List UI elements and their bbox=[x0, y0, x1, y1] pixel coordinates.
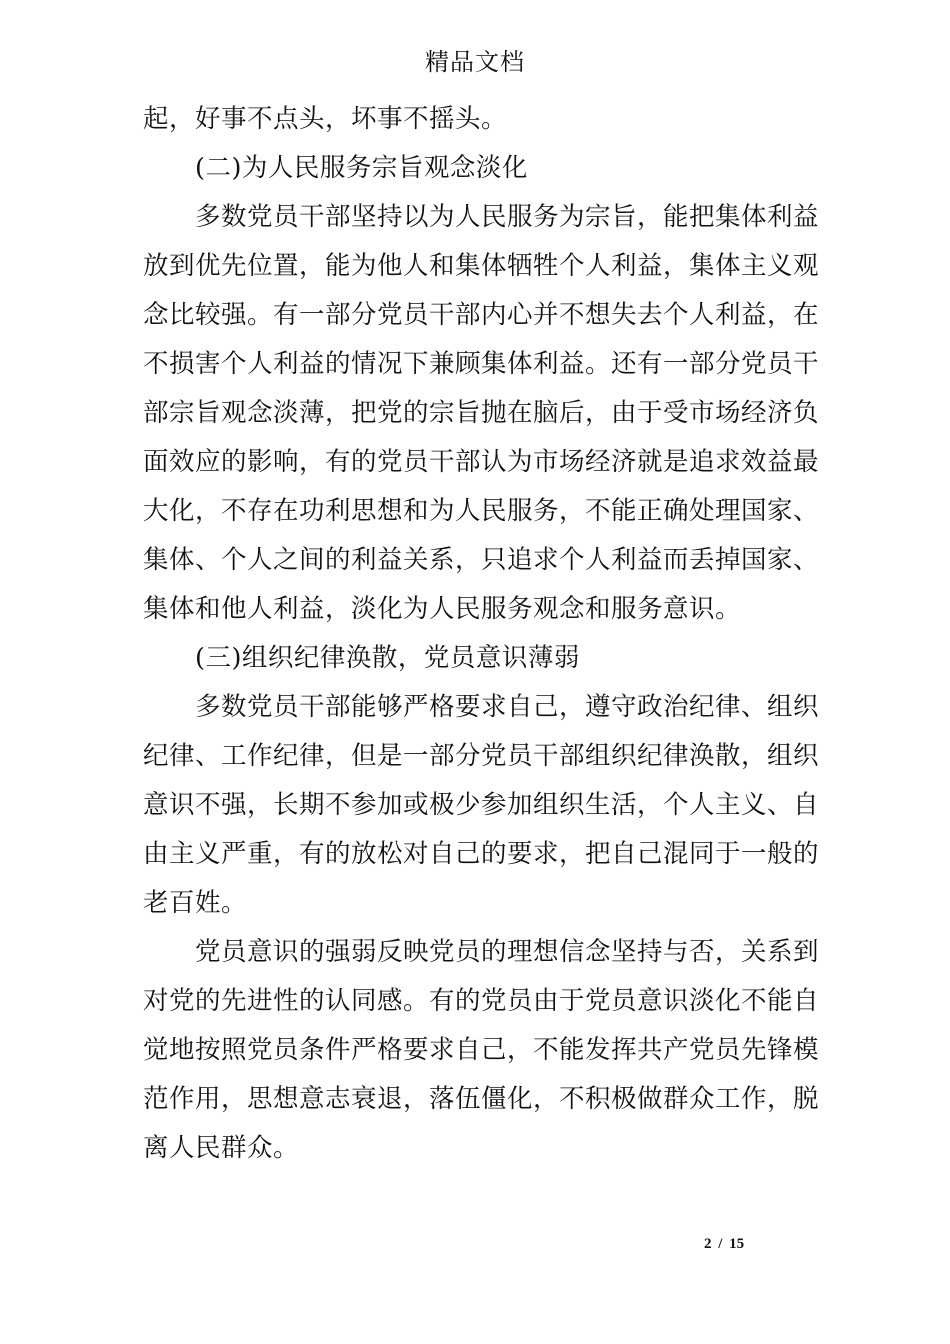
section-heading-3: (三)组织纪律涣散，党员意识薄弱 bbox=[195, 643, 580, 673]
paragraph-line: 多数党员干部坚持以为人民服务为宗旨，能把集体利益 bbox=[195, 202, 820, 232]
paragraph-line: 不损害个人利益的情况下兼顾集体利益。还有一部分党员干 bbox=[143, 349, 820, 379]
paragraph-line: 集体和他人利益，淡化为人民服务观念和服务意识。 bbox=[143, 594, 742, 624]
paragraph-line: 大化，不存在功利思想和为人民服务，不能正确处理国家、 bbox=[143, 496, 820, 526]
paragraph-line: 集体、个人之间的利益关系，只追求个人利益而丢掉国家、 bbox=[143, 545, 820, 575]
paragraph-line: 起，好事不点头，坏事不摇头。 bbox=[143, 104, 508, 134]
paragraph-line: 念比较强。有一部分党员干部内心并不想失去个人利益，在 bbox=[143, 300, 820, 330]
paragraph-line: 多数党员干部能够严格要求自己，遵守政治纪律、组织 bbox=[195, 692, 820, 722]
page-number: 2 / 15 bbox=[704, 1236, 745, 1252]
paragraph-line: 老百姓。 bbox=[143, 888, 248, 918]
paragraph-line: 部宗旨观念淡薄，把党的宗旨抛在脑后，由于受市场经济负 bbox=[143, 398, 820, 428]
paragraph-line: 对党的先进性的认同感。有的党员由于党员意识淡化不能自 bbox=[143, 986, 820, 1016]
paragraph-line: 放到优先位置，能为他人和集体牺牲个人利益，集体主义观 bbox=[143, 251, 820, 281]
paragraph-line: 由主义严重，有的放松对自己的要求，把自己混同于一般的 bbox=[143, 839, 820, 869]
paragraph-line: 纪律、工作纪律，但是一部分党员干部组织纪律涣散，组织 bbox=[143, 741, 820, 771]
paragraph-line: 范作用，思想意志衰退，落伍僵化，不积极做群众工作，脱 bbox=[143, 1084, 820, 1114]
paragraph-line: 面效应的影响，有的党员干部认为市场经济就是追求效益最 bbox=[143, 447, 820, 477]
document-body bbox=[143, 100, 820, 1178]
page-header-title: 精品文档 bbox=[425, 48, 525, 76]
paragraph-line: 觉地按照党员条件严格要求自己，不能发挥共产党员先锋模 bbox=[143, 1035, 820, 1065]
paragraph-line: 意识不强，长期不参加或极少参加组织生活，个人主义、自 bbox=[143, 790, 820, 820]
paragraph-line: 党员意识的强弱反映党员的理想信念坚持与否，关系到 bbox=[195, 937, 820, 967]
paragraph-line: 离人民群众。 bbox=[143, 1133, 300, 1163]
section-heading-2: (二)为人民服务宗旨观念淡化 bbox=[195, 153, 528, 183]
